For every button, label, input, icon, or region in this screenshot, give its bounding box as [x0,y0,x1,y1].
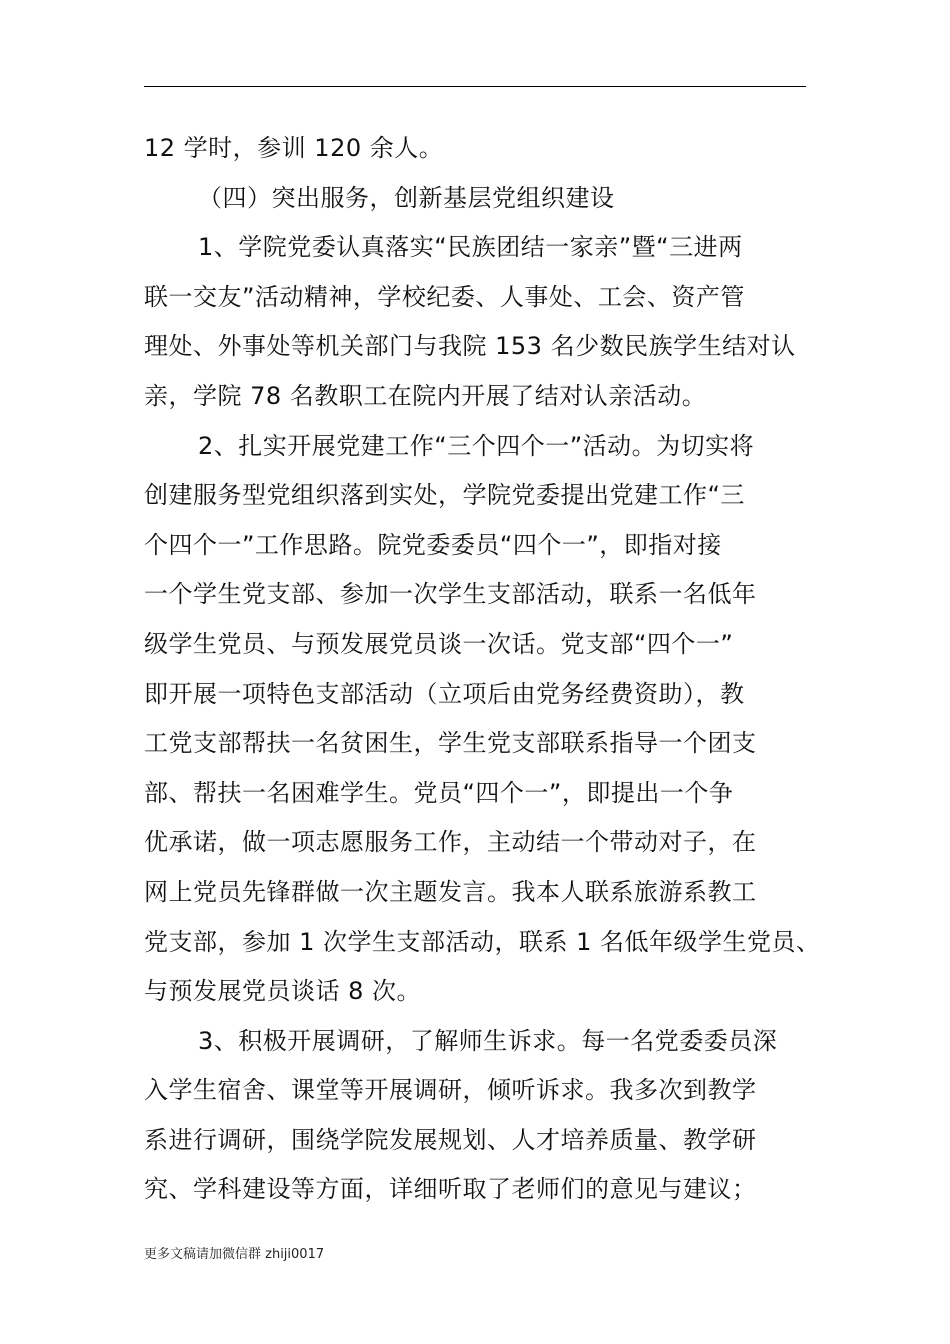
text-line: 12 学时，参训 120 余人。 [144,134,444,162]
footer-note: 更多文稿请加微信群 zhiji0017 [144,1247,325,1262]
text-line: 级学生党员、与预发展党员谈一次话。党支部“四个一” [144,629,734,658]
text-line: 工党支部帮扶一名贫困生，学生党支部联系指导一个团支 [144,729,757,758]
text-line: 部、帮扶一名困难学生。党员“四个一”，即提出一个争 [144,778,734,807]
text-line: 个四个一”工作思路。院党委委员“四个一”，即指对接 [144,530,722,559]
paragraph-start: 3、积极开展调研，了解师生诉求。每一名党委委员深 [198,1026,778,1055]
text-line: 创建服务型党组织落到实处，学院党委提出党建工作“三 [144,481,745,510]
paragraph-start: 1、学院党委认真落实“民族团结一家亲”暨“三进两 [198,233,743,262]
text-line: 系进行调研，围绕学院发展规划、人才培养质量、教学研 [144,1125,757,1154]
text-line: 优承诺，做一项志愿服务工作，主动结一个带动对子，在 [144,828,757,857]
text-line: 理处、外事处等机关部门与我院 153 名少数民族学生结对认 [144,332,796,361]
document-body [144,124,834,1215]
paragraph-start: 2、扎实开展党建工作“三个四个一”活动。为切实将 [198,431,755,460]
section-heading: （四）突出服务，创新基层党组织建设 [198,183,615,212]
text-line: 入学生宿舍、课堂等开展调研，倾听诉求。我多次到教学 [144,1076,757,1105]
text-line: 党支部，参加 1 次学生支部活动，联系 1 名低年级学生党员、 [144,927,821,956]
text-line: 究、学科建设等方面，详细听取了老师们的意见与建议； [144,1175,757,1204]
text-line: 网上党员先锋群做一次主题发言。我本人联系旅游系教工 [144,877,757,906]
text-line: 联一交友”活动精神，学校纪委、人事处、工会、资产管 [144,282,745,311]
text-line: 即开展一项特色支部活动（立项后由党务经费资助），教 [144,679,745,708]
text-line: 一个学生党支部、参加一次学生支部活动，联系一名低年 [144,580,757,609]
text-line: 与预发展党员谈话 8 次。 [144,977,422,1006]
text-line: 亲，学院 78 名教职工在院内开展了结对认亲活动。 [144,381,707,410]
header-rule [144,86,806,87]
